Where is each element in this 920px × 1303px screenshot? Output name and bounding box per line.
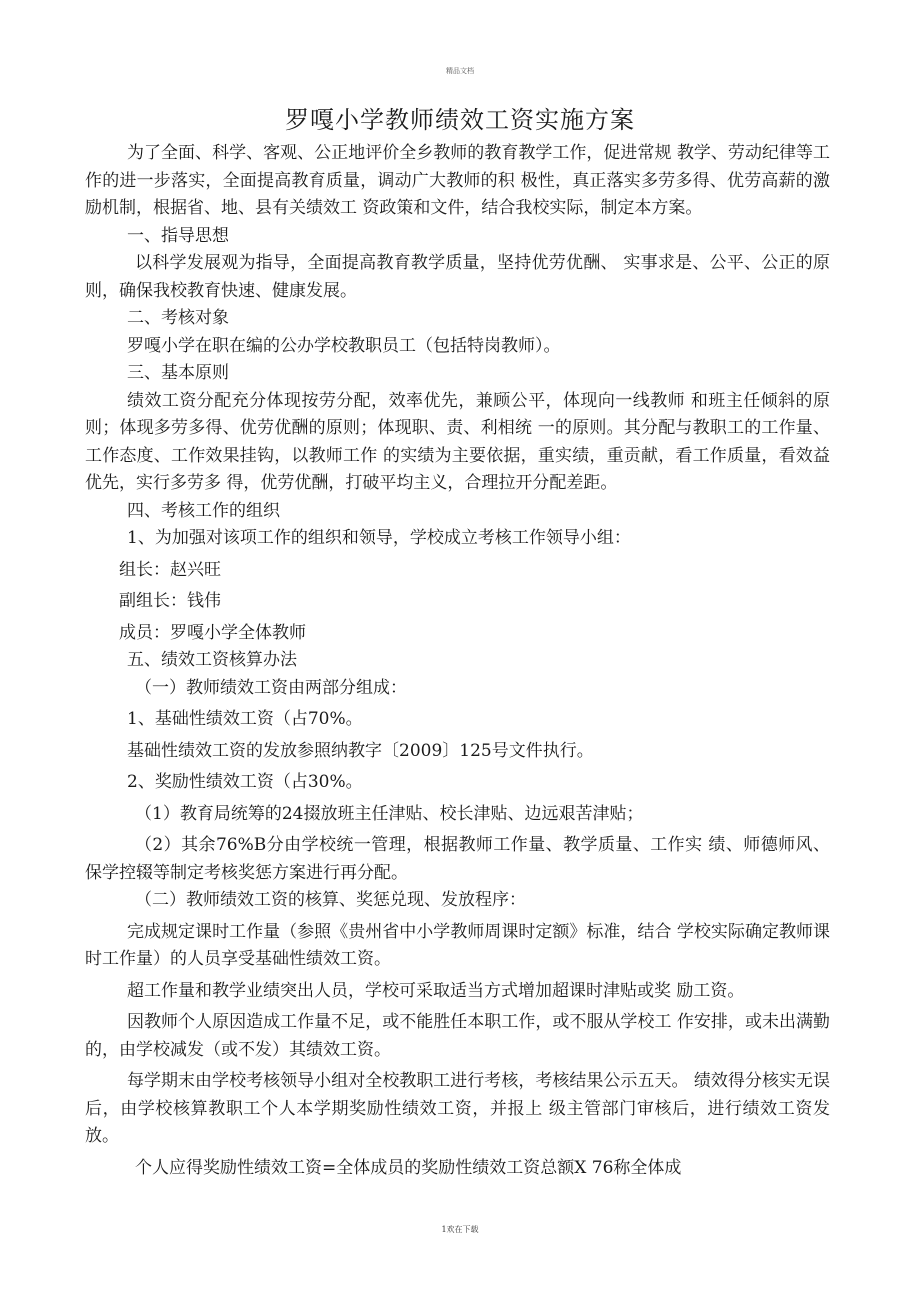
procedure-paragraph-1: 完成规定课时工作量（参照《贵州省中小学教师周课时定额》标准，结合 学校实际确定教师课时工作量）的人员享受基础性绩效工资。 <box>85 921 830 969</box>
section-heading-basic-principles: 三、基本原则 <box>127 363 229 383</box>
procedure-paragraph-3: 因教师个人原因造成工作量不足，或不能胜任本职工作，或不服从学校工 作安排，或未出满勤的，由学校减发（或不发）其绩效工资。 <box>85 1012 830 1060</box>
reward-pay-formula: 个人应得奖励性绩效工资=全体成员的奖励性绩效工资总额X 76称全体成 <box>135 1157 682 1178</box>
procedure-paragraph-4: 每学期末由学校考核领导小组对全校教职工进行考核，考核结果公示五天。 绩效得分核实无误后，由学校核算教职工个人本学期奖励性绩效工资，并报上 级主管部门审核后，进行绩效工资发放。 <box>85 1071 830 1146</box>
group-leader: 组长：赵兴旺 <box>119 559 221 580</box>
header-watermark: 精品文档 <box>446 67 474 75</box>
document-body <box>85 140 830 1182</box>
section-heading-assessment-target: 二、考核对象 <box>127 308 229 328</box>
procedure-paragraph-2: 超工作量和教学业绩突出人员，学校可采取适当方式增加超课时津贴或奖 励工资。 <box>127 980 745 1001</box>
document-title: 罗嘎小学教师绩效工资实施方案 <box>285 106 635 134</box>
reward-pay-item-2: （2）其余76%B分由学校统一管理，根据教师工作量、教学质量、工作实 绩、师德师风、保学控辍等制定考核奖惩方案进行再分配。 <box>85 835 830 883</box>
section-heading-organization: 四、考核工作的组织 <box>127 500 280 521</box>
basic-principles-paragraph: 绩效工资分配充分体现按劳分配，效率优先，兼顾公平，体现向一线教师 和班主任倾斜的原则；体现多劳多得、优劳优酬的原则；体现职、责、利相统 一的原则。其分配与教职工的工作量、工作态度、工作效果挂钩，以教师工作 的实绩为主要依据，重实绩，重贡献，看工作质量，看效益优先，实行多劳多 得，优劳优酬，打破平均主义，合理拉开分配差距。 <box>85 390 830 493</box>
group-members: 成员：罗嘎小学全体教师 <box>119 622 306 643</box>
calculation-part-two: （二）教师绩效工资的核算、奖惩兑现、发放程序： <box>135 890 526 910</box>
section-heading-calculation-method: 五、绩效工资核算办法 <box>127 650 297 670</box>
reward-pay-item-1: （1）教育局统筹的24掇放班主任津贴、校长津贴、边远艰苦津贴； <box>135 803 644 824</box>
organization-item-1: 1、为加强对该项工作的组织和领导，学校成立考核工作领导小组： <box>127 528 631 548</box>
assessment-target-paragraph: 罗嘎小学在职在编的公办学校教职员工（包括特岗教师）。 <box>127 335 561 356</box>
basic-performance-pay: 1、基础性绩效工资（占70%。 <box>127 709 363 729</box>
group-deputy-leader: 副组长：钱伟 <box>119 591 221 611</box>
calculation-part-one: （一）教师绩效工资由两部分组成： <box>135 677 407 698</box>
guiding-thought-paragraph: 以科学发展观为指导，全面提高教育教学质量，坚持优劳优酬、 实事求是、公平、公正的原则，确保我校教育快速、健康发展。 <box>85 253 830 301</box>
basic-performance-pay-note: 基础性绩效工资的发放参照纳教字〔2009〕125号文件执行。 <box>127 740 594 761</box>
intro-paragraph: 为了全面、科学、客观、公正地评价全乡教师的教育教学工作，促进常规 教学、劳动纪律等工作的进一步落实，全面提高教育质量，调动广大教师的积 极性，真正落实多劳多得、优劳高薪的激励机制，根据省、地、县有关绩效工 资政策和文件，结合我校实际，制定本方案。 <box>85 143 830 218</box>
footer-watermark: 1欢在下载 <box>441 1225 479 1234</box>
reward-performance-pay: 2、奖励性绩效工资（占30%。 <box>127 772 363 792</box>
section-heading-guiding-thought: 一、指导思想 <box>127 225 229 246</box>
